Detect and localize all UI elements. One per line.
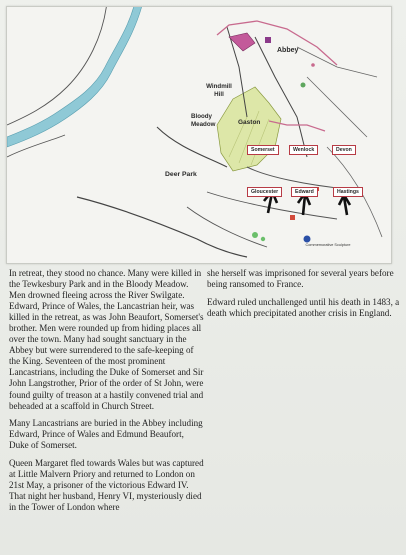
road	[247, 167, 347, 189]
map-drawing	[7, 7, 391, 263]
river-bank-line	[7, 7, 107, 125]
deer-park-edge	[157, 127, 227, 167]
somerset-box: Somerset	[247, 145, 279, 155]
road	[187, 207, 267, 247]
abbey-marker	[265, 37, 271, 43]
paragraph: Many Lancastrians are buried in the Abbey including Edward, Prince of Wales and Edmund Beaufort, Duke of Somerset.	[9, 418, 203, 451]
river	[7, 7, 143, 147]
deer-park-boundary	[77, 197, 247, 257]
hastings-box: Hastings	[333, 187, 363, 197]
gaston-label: Gaston	[238, 119, 261, 126]
paragraph: she herself was imprisoned for several years before being ransomed to France.	[207, 268, 394, 290]
bloody-meadow-label: Bloody Meadow	[191, 113, 216, 128]
paragraph: Queen Margaret fled towards Wales but was captured at Little Malvern Priory and returned to London on 21st May, a prisoner of the victorious Edward IV. That night her husband, Henry VI, mysteriously died in the Tower of London where	[9, 457, 204, 512]
abbey-label: Abbey	[277, 47, 299, 54]
road	[297, 47, 377, 77]
army-arrow	[339, 195, 350, 215]
windmill-hill-label: Windmill Hill	[206, 83, 232, 98]
edward-box: Edward	[291, 187, 318, 197]
paragraph: Edward ruled unchallenged until his death in 1483, a death which precipitated another crisis in England.	[207, 296, 400, 318]
sculpture-label: Commemorative Sculpture	[305, 243, 351, 247]
paragraph: In retreat, they stood no chance. Many were killed in the Tewkesbury Park and in the Bloody Meadow. Men drowned fleeing across the River Swilgate. Edward, Prince of Wales, the Lancastrian heir, was killed in the retreat, as was John Beaufort, Somerset's brother. Men were rounded up from hiding places all over the town. Many had sought sanctuary in the Abbey but were surrendered to the safe-keeping of the King. Seventeen of the most prominent Lancastrians, including the Duke of Somerset and Sir John Langstrother, Prior of the order of St John, were found guilty of treason at a hastily convened trial and beheaded at a scaffold in Church Street.	[9, 268, 204, 411]
wenlock-box: Wenlock	[289, 145, 318, 155]
right-column	[207, 268, 403, 325]
devon-box: Devon	[332, 145, 356, 155]
sculpture-marker	[304, 236, 311, 243]
gloucester-box: Gloucester	[247, 187, 282, 197]
left-column	[9, 268, 205, 519]
deer-park-label: Deer Park	[165, 171, 197, 178]
gaston-area	[217, 87, 281, 171]
battle-map	[6, 6, 392, 264]
